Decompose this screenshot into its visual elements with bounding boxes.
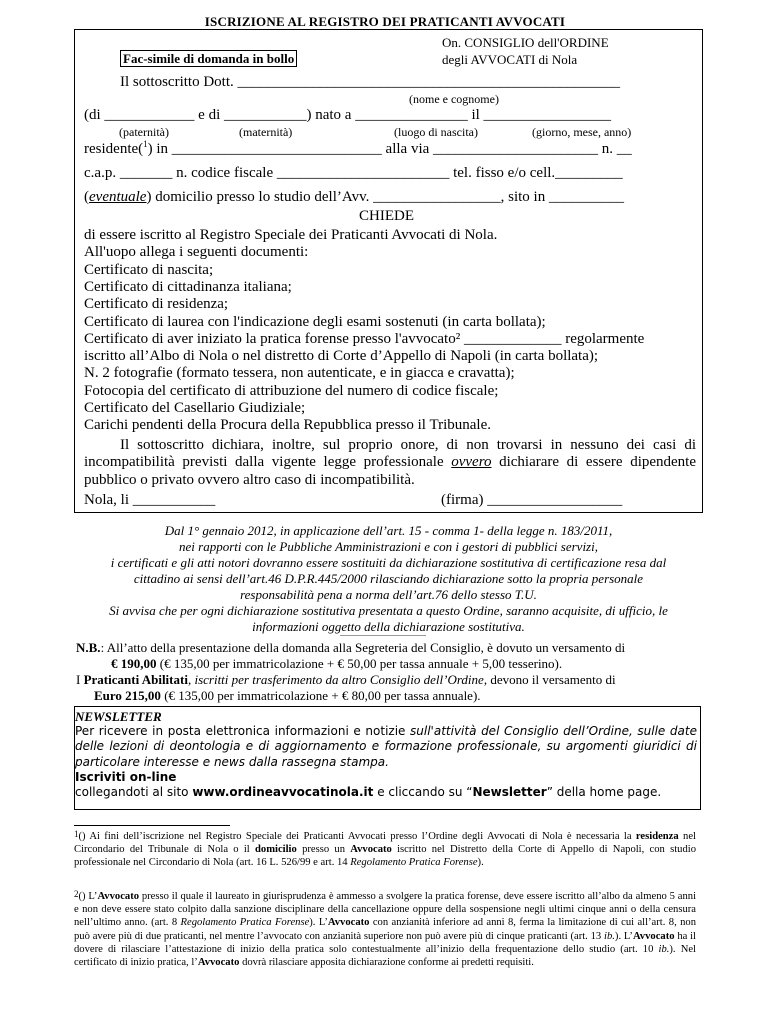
- document-list-item: N. 2 fotografie (formato tessera, non autenticate, e in giacca e cravatta);: [84, 365, 515, 382]
- signature-line: (firma) __________________: [441, 492, 623, 508]
- label-paternita: (paternità): [119, 125, 169, 139]
- document-list-item: Fotocopia del certificato di attribuzione del numero di codice fiscale;: [84, 382, 499, 399]
- notice-separator: [340, 635, 426, 636]
- nb-line-2: € 190,00 (€ 135,00 per immatricolazione + € 50,00 per tassa annuale + 5,00 tesserino).: [111, 656, 563, 671]
- newsletter-intro: Per ricevere in posta elettronica informazioni e notizie sull'attività del Consiglio dell’Ordine, sulle date delle lezioni di deontologia e di aggiornamento e formazione professionale, su argomenti giuridici di particolare interesse e news dalla rassegna stampa.: [75, 724, 697, 769]
- label-name: (nome e cognome): [409, 92, 499, 106]
- newsletter-title: NEWSLETTER: [75, 709, 162, 724]
- footnote-ref-1: 1: [143, 139, 148, 149]
- document-list-item: Certificato del Casellario Giudiziale;: [84, 400, 306, 416]
- document-list-item: Certificato di nascita;: [84, 261, 214, 278]
- notice-line: Dal 1° gennaio 2012, in applicazione dell’art. 15 - comma 1- della legge n. 183/2011,: [164, 523, 613, 538]
- notice-line: informazioni oggetto della dichiarazione sostitutiva.: [252, 619, 525, 634]
- residence-fields: ) in ____________________________ alla via ______________________ n. __: [147, 141, 632, 157]
- place-date: Nola, li ___________: [84, 492, 216, 508]
- footnote-rule: [74, 825, 230, 826]
- request-line: di essere iscritto al Registro Speciale dei Praticanti Avvocati di Nola.: [84, 227, 498, 243]
- parents-birth-line: (di ____________ e di ___________) nato a _______________ il _________________: [84, 107, 612, 123]
- newsletter-link-text: collegandoti al sito www.ordineavvocatinola.it e cliccando su “Newsletter” della home page.: [75, 785, 662, 799]
- residence-line: [84, 141, 632, 158]
- request-line: All'uopo allega i seguenti documenti:: [84, 244, 309, 261]
- document-list-item: Certificato di aver iniziato la pratica forense presso l'avvocato² _____________ regolarmente: [84, 330, 645, 347]
- addressee: On. CONSIGLIO dell'ORDINE degli AVVOCATI di Nola: [442, 35, 609, 67]
- label-birthdate: (giorno, mese, anno): [532, 125, 632, 139]
- facsimile-label: Fac-simile di domanda in bollo: [120, 50, 297, 67]
- fee-amount-2: Euro 215,00: [94, 688, 161, 703]
- footnote-2: $^2$() L’Avvocato presso il quale il laureato in giurisprudenza è ammesso a svolgere la pratica forense, deve essere iscritto all’albo da almeno 5 anni e non deve essere stato colpito dalla sanzione disciplinare della cancellazione oppure della sospensione negli ultimi cinque anni o della censura nell’ultimo anno. (art. 8 Regolamento Pratica Forense). L’Avvocato con anzianità inferiore ad anni 8, ferma la limitazione di cui all’art. 8, non può avere più di due praticanti, nel mentre l’avvocato con anzianità superiore non può avere più di cinque praticanti (art. 13 ib.). L’Avvocato ha il dovere di rilasciare l’attestazione di inizio della pratica solo contestualmente all’inizio della frequentazione dello studio (art. 10 ib.). Nel certificato di inizio pratica, l’Avvocato dovrà rilasciare apposita dichiarazione conforme ai predetti requisiti.: [74, 889, 697, 969]
- nb-line-3: I Praticanti Abilitati, iscritti per trasferimento da altro Consiglio dell’Ordine, devono il versamento di: [76, 672, 616, 687]
- chiede-heading: CHIEDE: [359, 208, 414, 224]
- notice-line: cittadino ai sensi dell’art.46 D.P.R.445/2000 rilasciando dichiarazione sotto la propria personale: [133, 571, 644, 586]
- nb-line-1: N.B.: All’atto della presentazione della domanda alla Segreteria del Consiglio, è dovuto un versamento di: [76, 640, 626, 655]
- declaration-paragraph: Il sottoscritto dichiara, inoltre, sul proprio onore, di non trovarsi in nessuno dei casi di incompatibilità previsti dalla vigente legge professionale ovvero dichiarare di essere dipendente pubblico o privato ovvero altro caso di incompatibilità.: [84, 437, 696, 488]
- nb-label: N.B.: [76, 640, 101, 655]
- label-birthplace: (luogo di nascita): [394, 125, 478, 139]
- applicant-name-line: Il sottoscritto Dott. ___________________________________________________: [120, 74, 620, 90]
- footnote-1: $^1$() Ai fini dell’iscrizione nel Registro Speciale dei Praticanti Avvocati presso l’Ordine degli Avvocati di Nola è necessaria la residenza nel Circondario del Tribunale di Nola o il domicilio presso un Avvocato iscritto nel Distretto della Corte di Appello di Napoli, con studio professionale nel Circondario di Nola (art. 16 L. 526/99 e art. 14 Regolamento Pratica Forense).: [74, 829, 696, 869]
- notice-line: i certificati e gli atti notori dovranno essere sostituiti da dichiarazione sostitutiva di certificazione resa dal: [110, 555, 667, 570]
- document-list-item: Certificato di laurea con l'indicazione degli esami sostenuti (in carta bollata);: [84, 313, 546, 330]
- autocertification-notice: [76, 523, 701, 635]
- domicile-line: (eventuale) domicilio presso lo studio dell’Avv. _________________, sito in __________: [84, 189, 624, 205]
- website-link[interactable]: www.ordineavvocatinola.it: [192, 785, 374, 799]
- newsletter-subscribe: Iscriviti on-line: [75, 770, 177, 784]
- page-title: ISCRIZIONE AL REGISTRO DEI PRATICANTI AVVOCATI: [204, 14, 566, 29]
- residence-prefix: residente(: [84, 141, 144, 157]
- contact-line: c.a.p. _______ n. codice fiscale _______________________ tel. fisso e/o cell._________: [84, 165, 623, 181]
- notice-line: Si avvisa che per ogni dichiarazione sostitutiva presentata a questo Ordine, saranno acquisite, di ufficio, le: [109, 603, 668, 618]
- label-maternita: (maternità): [239, 125, 293, 139]
- document-list-item: Carichi pendenti della Procura della Repubblica presso il Tribunale.: [84, 417, 491, 434]
- document-list-item: iscritto all’Albo di Nola o nel distretto di Corte d’Appello di Napoli (in carta bollata);: [84, 348, 599, 365]
- ovvero-word: ovvero: [451, 454, 492, 471]
- document-list-item: Certificato di residenza;: [84, 296, 229, 313]
- eventuale-word: eventuale: [89, 189, 147, 205]
- fee-amount-1: € 190,00: [111, 656, 157, 671]
- document-list-item: Certificato di cittadinanza italiana;: [84, 278, 292, 295]
- notice-line: nei rapporti con le Pubbliche Amministrazioni e con i gestori di pubblici servizi,: [179, 539, 598, 554]
- notice-line: responsabilità pena a norma dell’art.76 dello stesso T.U.: [240, 587, 537, 602]
- nb-line-4: Euro 215,00 (€ 135,00 per immatricolazione + € 80,00 per tassa annuale).: [94, 688, 481, 703]
